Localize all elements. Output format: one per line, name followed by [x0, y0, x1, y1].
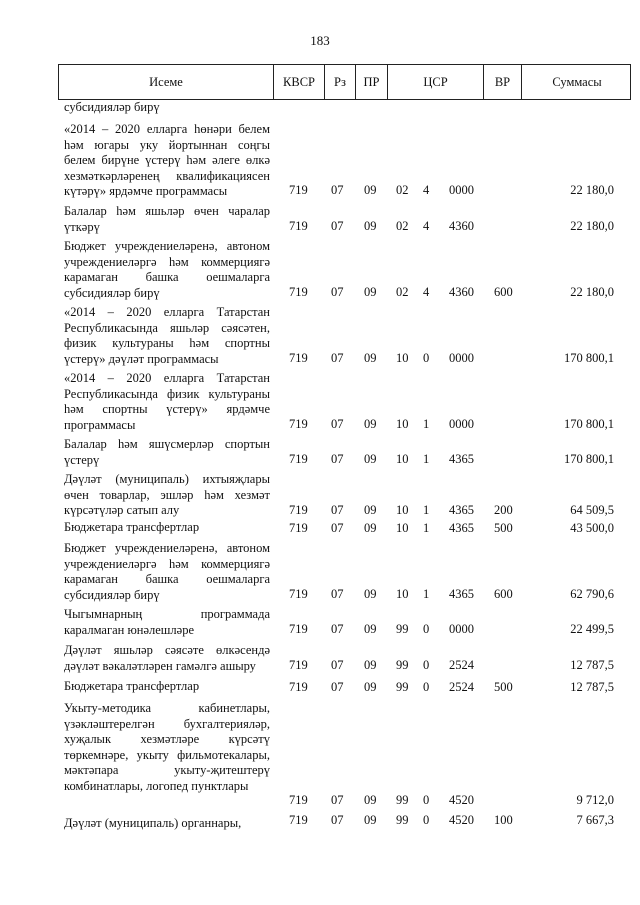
row-sum: 22 499,5 — [570, 621, 614, 636]
table-row — [0, 204, 640, 234]
row-name: Чыгымнарның программада каралмаган юнәлешләре — [64, 607, 270, 637]
row-csr-code: 4360 — [449, 218, 474, 233]
row-pr: 09 — [364, 218, 377, 233]
row-kvsr: 719 — [289, 679, 308, 694]
row-csr-subprogram: 1 — [423, 520, 430, 535]
row-sum: 22 180,0 — [570, 182, 614, 197]
table-row — [0, 679, 640, 695]
row-csr-code: 4520 — [449, 792, 474, 807]
row-csr-code: 4365 — [449, 502, 474, 517]
row-kvsr: 719 — [289, 182, 308, 197]
row-kvsr: 719 — [289, 621, 308, 636]
row-pr: 09 — [364, 812, 377, 827]
page-number: 183 — [310, 33, 330, 48]
row-csr-code: 4365 — [449, 586, 474, 601]
row-rz: 07 — [331, 182, 344, 197]
row-name: Бюджетара трансфертлар — [64, 520, 200, 534]
table-row — [0, 607, 640, 637]
row-kvsr: 719 — [289, 284, 308, 299]
row-csr-subprogram: 4 — [423, 182, 430, 197]
row-name: Укыту-методика кабинетлары, үзәкләштерелгән бухгалтерияләр, хуҗалык хезмәтләре күрсәтү төркемнәре, укыту фильмотекалары, мәктәпара укыту-җитештерү комбинатлары, логопед пунктлары — [64, 701, 270, 793]
row-name: Бюджет учреждениеләренә, автоном учреждениеләргә һәм коммерциягә карамаган башка оешмаларга субсидияләр бирү — [64, 541, 270, 602]
table-row — [0, 239, 640, 300]
row-rz: 07 — [331, 350, 344, 365]
table-row — [0, 520, 640, 536]
header-sum: Суммасы — [521, 65, 632, 99]
row-name: Балалар һәм яшьләр өчен чаралар үткәрү — [64, 204, 270, 234]
table-row — [0, 701, 640, 808]
row-csr-code: 0000 — [449, 621, 474, 636]
row-csr-code: 2524 — [449, 679, 474, 694]
row-csr-program: 10 — [396, 520, 409, 535]
row-name: Дәүләт яшьләр сәясәте өлкәсендә дәүләт вәкаләтләрен гамәлгә ашыру — [64, 643, 270, 673]
row-csr-program: 10 — [396, 586, 409, 601]
header-vr: ВР — [483, 65, 521, 99]
row-csr-program: 10 — [396, 502, 409, 517]
row-name: «2014 – 2020 елларга Татарстан Республикасында физик культураны һәм спортны үстерү» ярдәмче программасы — [64, 371, 270, 432]
row-csr-code: 2524 — [449, 657, 474, 672]
row-name: Балалар һәм яшүсмерләр спортын үстерү — [64, 437, 270, 467]
row-csr-subprogram: 0 — [423, 812, 430, 827]
row-pr: 09 — [364, 621, 377, 636]
table-row — [0, 472, 640, 518]
row-kvsr: 719 — [289, 218, 308, 233]
row-csr-code: 4365 — [449, 520, 474, 535]
row-pr: 09 — [364, 792, 377, 807]
row-sum: 22 180,0 — [570, 218, 614, 233]
row-rz: 07 — [331, 679, 344, 694]
row-rz: 07 — [331, 218, 344, 233]
row-pr: 09 — [364, 586, 377, 601]
row-kvsr: 719 — [289, 812, 308, 827]
header-name: Исеме — [149, 75, 183, 89]
row-csr-program: 99 — [396, 792, 409, 807]
row-rz: 07 — [331, 520, 344, 535]
row-csr-code: 0000 — [449, 350, 474, 365]
row-pr: 09 — [364, 284, 377, 299]
row-csr-subprogram: 0 — [423, 621, 430, 636]
row-rz: 07 — [331, 284, 344, 299]
row-pr: 09 — [364, 502, 377, 517]
row-csr-program: 99 — [396, 812, 409, 827]
row-name: «2014 – 2020 елларга һөнәри белем һәм югары уку йортыннан соңгы белем бирүне үстерү һәм әлеге өлкә хезмәткәрләренең квалификациясен күтәрү» ярдәмче программасы — [64, 122, 270, 198]
row-pr: 09 — [364, 350, 377, 365]
row-rz: 07 — [331, 586, 344, 601]
row-csr-program: 99 — [396, 621, 409, 636]
table-row — [0, 437, 640, 467]
row-csr-code: 0000 — [449, 182, 474, 197]
row-csr-program: 10 — [396, 350, 409, 365]
row-vr: 600 — [494, 586, 513, 601]
row-name: «2014 – 2020 елларга Татарстан Республикасында яшьләр сәясәтен, физик культураны һәм спортны үстерү» дәүләт программасы — [64, 305, 270, 366]
row-sum: 9 712,0 — [576, 792, 614, 807]
row-rz: 07 — [331, 451, 344, 466]
row-csr-subprogram: 1 — [423, 451, 430, 466]
table-row — [0, 371, 640, 432]
row-sum: 7 667,3 — [576, 812, 614, 827]
row-kvsr: 719 — [289, 586, 308, 601]
row-sum: 62 790,6 — [570, 586, 614, 601]
row-pr: 09 — [364, 451, 377, 466]
row-rz: 07 — [331, 502, 344, 517]
row-name: Дәүләт (муниципаль) ихтыяҗлары өчен товарлар, эшләр һәм хезмәт күрсәтүләр сатып алу — [64, 472, 270, 517]
row-csr-subprogram: 1 — [423, 502, 430, 517]
row-pr: 09 — [364, 520, 377, 535]
row-pr: 09 — [364, 657, 377, 672]
table-row — [0, 541, 640, 602]
row-vr: 500 — [494, 679, 513, 694]
table-row — [0, 122, 640, 198]
row-kvsr: 719 — [289, 502, 308, 517]
row-csr-subprogram: 0 — [423, 679, 430, 694]
row-csr-code: 4520 — [449, 812, 474, 827]
row-name: Бюджет учреждениеләренә, автоном учреждениеләргә һәм коммерциягә карамаган башка оешмаларга субсидияләр бирү — [64, 239, 270, 300]
row-csr-subprogram: 0 — [423, 657, 430, 672]
row-kvsr: 719 — [289, 657, 308, 672]
table-row — [0, 100, 640, 116]
row-sum: 43 500,0 — [570, 520, 614, 535]
row-csr-subprogram: 4 — [423, 218, 430, 233]
row-csr-subprogram: 0 — [423, 792, 430, 807]
row-csr-code: 4360 — [449, 284, 474, 299]
row-csr-program: 10 — [396, 451, 409, 466]
table-header — [58, 64, 631, 100]
row-csr-code: 0000 — [449, 416, 474, 431]
header-pr: ПР — [355, 65, 387, 99]
row-sum: 170 800,1 — [564, 451, 614, 466]
row-pr: 09 — [364, 679, 377, 694]
row-pr: 09 — [364, 182, 377, 197]
row-sum: 12 787,5 — [570, 657, 614, 672]
row-csr-program: 02 — [396, 182, 409, 197]
row-kvsr: 719 — [289, 416, 308, 431]
row-pr: 09 — [364, 416, 377, 431]
row-csr-subprogram: 0 — [423, 350, 430, 365]
row-rz: 07 — [331, 657, 344, 672]
row-sum: 12 787,5 — [570, 679, 614, 694]
row-csr-subprogram: 4 — [423, 284, 430, 299]
row-csr-code: 4365 — [449, 451, 474, 466]
row-sum: 170 800,1 — [564, 416, 614, 431]
row-kvsr: 719 — [289, 451, 308, 466]
row-sum: 64 509,5 — [570, 502, 614, 517]
row-sum: 22 180,0 — [570, 284, 614, 299]
row-csr-subprogram: 1 — [423, 416, 430, 431]
row-kvsr: 719 — [289, 350, 308, 365]
row-name: субсидияләр бирү — [64, 100, 160, 114]
row-name: Бюджетара трансфертлар — [64, 679, 200, 693]
row-rz: 07 — [331, 812, 344, 827]
row-rz: 07 — [331, 621, 344, 636]
row-sum: 170 800,1 — [564, 350, 614, 365]
header-kvsr: КВСР — [273, 65, 324, 99]
row-csr-program: 99 — [396, 657, 409, 672]
row-name: Дәүләт (муниципаль) органнары, — [64, 816, 242, 830]
row-vr: 500 — [494, 520, 513, 535]
row-kvsr: 719 — [289, 792, 308, 807]
row-csr-program: 99 — [396, 679, 409, 694]
header-rz: Рз — [324, 65, 355, 99]
row-vr: 100 — [494, 812, 513, 827]
row-vr: 600 — [494, 284, 513, 299]
table-row — [0, 305, 640, 366]
row-rz: 07 — [331, 416, 344, 431]
table-row — [0, 643, 640, 673]
row-rz: 07 — [331, 792, 344, 807]
row-csr-program: 10 — [396, 416, 409, 431]
row-csr-program: 02 — [396, 284, 409, 299]
row-kvsr: 719 — [289, 520, 308, 535]
row-csr-program: 02 — [396, 218, 409, 233]
row-vr: 200 — [494, 502, 513, 517]
row-csr-subprogram: 1 — [423, 586, 430, 601]
header-csr: ЦСР — [387, 65, 483, 99]
table-row — [0, 812, 640, 832]
